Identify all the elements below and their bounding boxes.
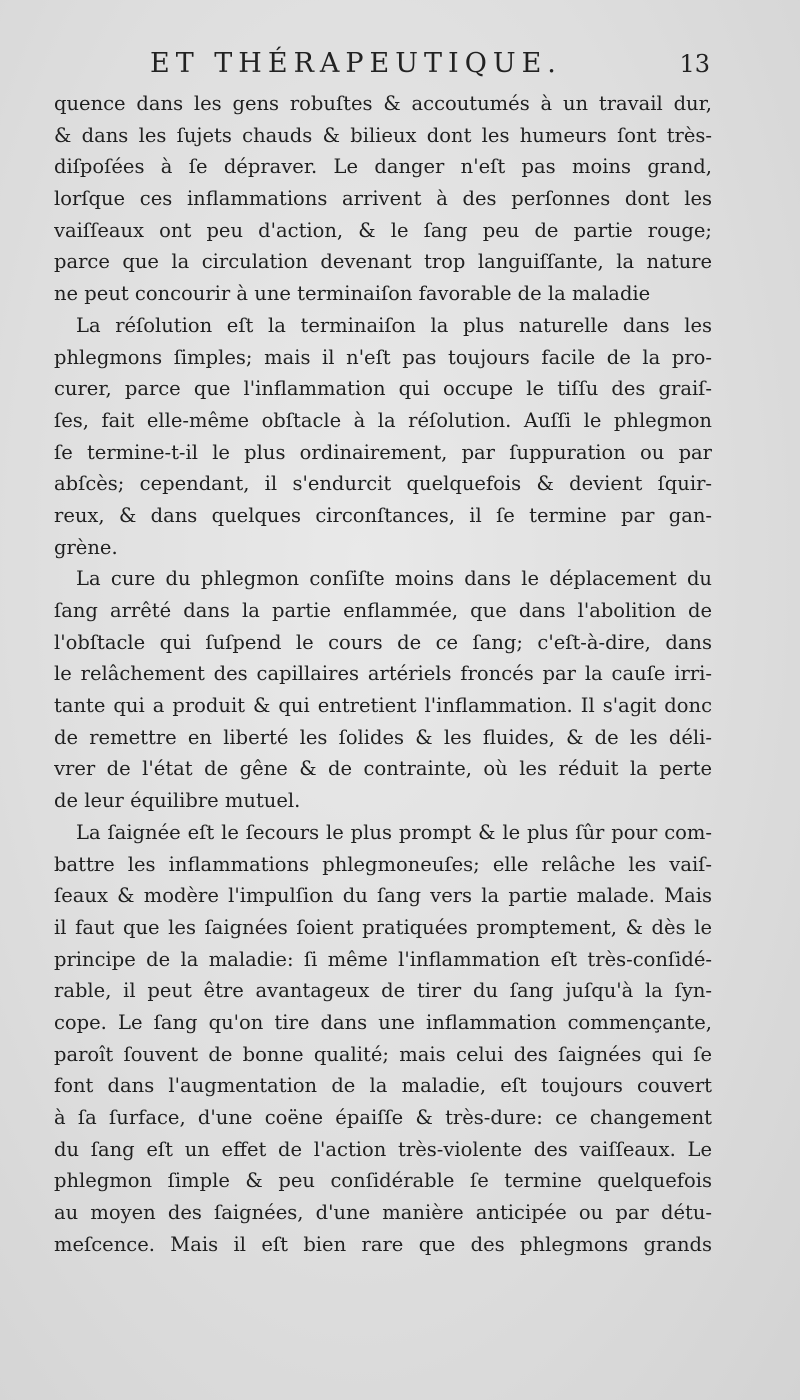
text-line: vrer de l'état de gêne & de contrainte, où les réduit la perte: [54, 757, 712, 781]
paragraph-3: [54, 563, 712, 817]
text-line: ſe termine-t-il le plus ordinairement, par ſuppuration ou par: [54, 440, 712, 464]
text-line: La ſaignée eſt le ſecours le plus prompt & le plus ſûr pour com-: [76, 820, 712, 844]
text-line: grène.: [54, 535, 118, 559]
text-line: à ſa ſurface, d'une coëne épaiſſe & très-dure: ce changement: [54, 1106, 712, 1129]
text-line: ne peut concourir à une terminaiſon favorable de la maladie: [54, 282, 651, 306]
text-line: le relâchement des capillaires artériels froncés par la cauſe irri-: [54, 662, 712, 686]
text-line: cope. Le ſang qu'on tire dans une inflammation commençante,: [54, 1010, 712, 1034]
text-line: rable, il peut être avantageux de tirer du ſang juſqu'à la ſyn-: [54, 979, 712, 1003]
text-line: principe de la maladie: ſi même l'inflammation eſt très-conſidé-: [54, 947, 712, 971]
paragraph-1: [54, 88, 712, 310]
text-line: curer, parce que l'inflammation qui occupe le tiſſu des graiſ-: [54, 377, 712, 401]
text-line: quence dans les gens robuſtes & accoutumés à un travail dur,: [54, 92, 712, 115]
paragraph-4: [54, 817, 712, 1261]
text-line: La cure du phlegmon conſiſte moins dans le déplacement du: [76, 567, 712, 591]
text-line: abſcès; cependant, il s'endurcit quelquefois & devient ſquir-: [54, 472, 712, 496]
text-line: phlegmons ſimples; mais il n'eſt pas toujours facile de la pro-: [54, 345, 712, 369]
text-line: La réſolution eſt la terminaiſon la plus naturelle dans les: [76, 313, 712, 337]
text-line: parce que la circulation devenant trop languiſſante, la nature: [54, 250, 712, 274]
text-line: font dans l'augmentation de la maladie, eſt toujours couvert: [54, 1074, 712, 1098]
text-line: du ſang eſt un effet de l'action très-violente des vaiſſeaux. Le: [54, 1137, 712, 1161]
text-line: il faut que les ſaignées ſoient pratiquées promptement, & dès le: [54, 915, 712, 939]
text-line: & dans les ſujets chauds & bilieux dont les humeurs ſont très-: [54, 123, 712, 147]
text-line: lorſque ces inflammations arrivent à des perſonnes dont les: [54, 187, 712, 211]
text-line: vaiſſeaux ont peu d'action, & le ſang peu de partie rouge;: [54, 218, 712, 242]
text-line: l'obſtacle qui ſuſpend le cours de ce ſang; c'eſt-à-dire, dans: [54, 630, 712, 654]
page-number: 13: [679, 50, 710, 78]
text-line: ſeaux & modère l'impulſion du ſang vers la partie malade. Mais: [54, 884, 712, 908]
text-line: de leur équilibre mutuel.: [54, 789, 301, 813]
running-title: ET THÉRAPEUTIQUE.: [150, 48, 562, 79]
paragraph-2: [54, 310, 712, 564]
running-head: [150, 48, 710, 84]
text-line: reux, & dans quelques circonſtances, il ſe termine par gan-: [54, 503, 712, 527]
text-line: diſpoſées à ſe dépraver. Le danger n'eſt pas moins grand,: [54, 155, 712, 179]
text-line: ſes, fait elle-même obſtacle à la réſolution. Auſſi le phlegmon: [54, 408, 712, 432]
text-line: meſcence. Mais il eſt bien rare que des phlegmons grands: [54, 1232, 712, 1256]
text-line: phlegmon ſimple & peu conſidérable ſe termine quelquefois: [54, 1169, 712, 1193]
body-text: [54, 88, 712, 1260]
text-line: de remettre en liberté les ſolides & les fluides, & de les déli-: [54, 725, 712, 749]
text-line: au moyen des ſaignées, d'une manière anticipée ou par détu-: [54, 1201, 712, 1225]
text-line: battre les inflammations phlegmoneuſes; elle relâche les vaiſ-: [54, 852, 712, 876]
text-line: paroît ſouvent de bonne qualité; mais celui des ſaignées qui ſe: [54, 1042, 712, 1066]
text-line: tante qui a produit & qui entretient l'inflammation. Il s'agit donc: [54, 694, 712, 718]
text-line: ſang arrêté dans la partie enflammée, que dans l'abolition de: [54, 599, 712, 622]
